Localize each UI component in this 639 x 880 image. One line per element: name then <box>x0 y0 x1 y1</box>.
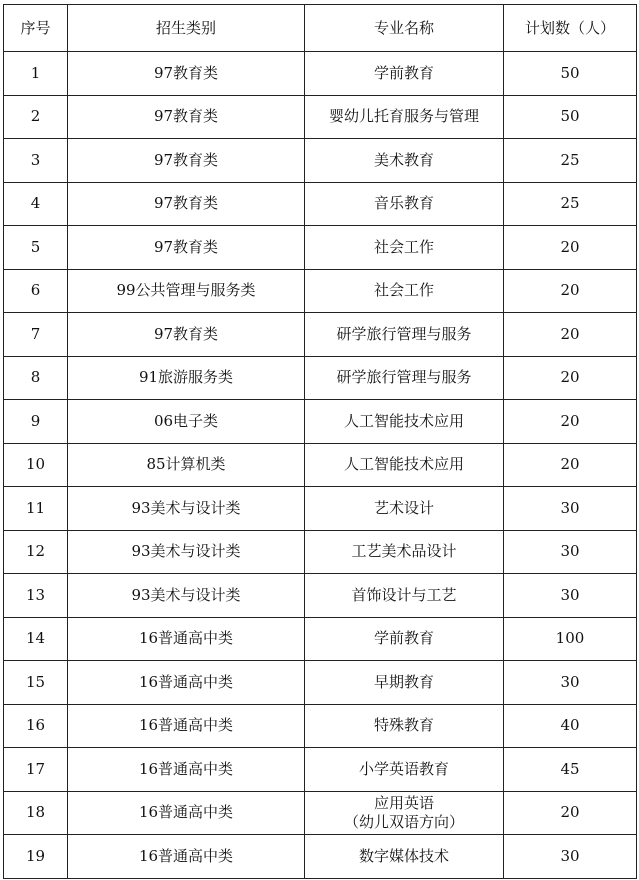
cell-enrollment-category: 16普通高中类 <box>68 748 305 792</box>
cell-serial-number: 10 <box>4 443 68 487</box>
cell-major-name: 音乐教育 <box>305 182 504 226</box>
cell-major-name: 数字媒体技术 <box>305 835 504 879</box>
table-row <box>4 269 637 313</box>
table-row <box>4 139 637 183</box>
cell-major-name: 人工智能技术应用 <box>305 443 504 487</box>
table-row <box>4 52 637 96</box>
table-row <box>4 791 637 835</box>
cell-serial-number: 5 <box>4 226 68 270</box>
cell-plan-count: 20 <box>504 443 637 487</box>
table-row <box>4 356 637 400</box>
cell-plan-count: 50 <box>504 52 637 96</box>
table-row <box>4 400 637 444</box>
cell-enrollment-category: 91旅游服务类 <box>68 356 305 400</box>
table-row <box>4 661 637 705</box>
cell-major-name: 艺术设计 <box>305 487 504 531</box>
header-enrollment-category: 招生类别 <box>68 5 305 52</box>
cell-enrollment-category: 93美术与设计类 <box>68 487 305 531</box>
cell-serial-number: 17 <box>4 748 68 792</box>
cell-major-name: 人工智能技术应用 <box>305 400 504 444</box>
header-serial-number: 序号 <box>4 5 68 52</box>
table-row <box>4 182 637 226</box>
cell-enrollment-category: 93美术与设计类 <box>68 574 305 618</box>
cell-serial-number: 11 <box>4 487 68 531</box>
cell-enrollment-category: 85计算机类 <box>68 443 305 487</box>
cell-major-name: 特殊教育 <box>305 704 504 748</box>
cell-serial-number: 7 <box>4 313 68 357</box>
cell-plan-count: 30 <box>504 574 637 618</box>
header-major-name: 专业名称 <box>305 5 504 52</box>
cell-serial-number: 1 <box>4 52 68 96</box>
table-row <box>4 313 637 357</box>
cell-serial-number: 19 <box>4 835 68 879</box>
cell-major-name: 研学旅行管理与服务 <box>305 356 504 400</box>
cell-plan-count: 20 <box>504 313 637 357</box>
cell-serial-number: 9 <box>4 400 68 444</box>
cell-serial-number: 8 <box>4 356 68 400</box>
cell-enrollment-category: 97教育类 <box>68 182 305 226</box>
cell-serial-number: 13 <box>4 574 68 618</box>
table-header <box>4 5 637 52</box>
cell-serial-number: 2 <box>4 95 68 139</box>
cell-plan-count: 20 <box>504 356 637 400</box>
cell-serial-number: 6 <box>4 269 68 313</box>
cell-serial-number: 4 <box>4 182 68 226</box>
cell-enrollment-category: 16普通高中类 <box>68 835 305 879</box>
cell-plan-count: 20 <box>504 226 637 270</box>
cell-enrollment-category: 97教育类 <box>68 313 305 357</box>
cell-enrollment-category: 06电子类 <box>68 400 305 444</box>
cell-major-name: 研学旅行管理与服务 <box>305 313 504 357</box>
cell-enrollment-category: 16普通高中类 <box>68 661 305 705</box>
cell-major-name: 学前教育 <box>305 52 504 96</box>
cell-enrollment-category: 16普通高中类 <box>68 791 305 835</box>
table-body <box>4 52 637 879</box>
table-row <box>4 748 637 792</box>
cell-major-name: 婴幼儿托育服务与管理 <box>305 95 504 139</box>
cell-plan-count: 30 <box>504 661 637 705</box>
cell-enrollment-category: 97教育类 <box>68 139 305 183</box>
cell-major-name: 工艺美术品设计 <box>305 530 504 574</box>
cell-major-name: 社会工作 <box>305 226 504 270</box>
table-row <box>4 530 637 574</box>
cell-enrollment-category: 16普通高中类 <box>68 704 305 748</box>
cell-major-name: 学前教育 <box>305 617 504 661</box>
cell-enrollment-category: 16普通高中类 <box>68 617 305 661</box>
table-row <box>4 487 637 531</box>
cell-serial-number: 3 <box>4 139 68 183</box>
enrollment-plan-table <box>3 4 637 879</box>
cell-serial-number: 16 <box>4 704 68 748</box>
cell-plan-count: 30 <box>504 835 637 879</box>
table-row <box>4 704 637 748</box>
cell-enrollment-category: 93美术与设计类 <box>68 530 305 574</box>
table-row <box>4 95 637 139</box>
cell-enrollment-category: 99公共管理与服务类 <box>68 269 305 313</box>
cell-enrollment-category: 97教育类 <box>68 52 305 96</box>
cell-major-name: 美术教育 <box>305 139 504 183</box>
header-row <box>4 5 637 52</box>
cell-plan-count: 25 <box>504 182 637 226</box>
table-row <box>4 835 637 879</box>
cell-serial-number: 18 <box>4 791 68 835</box>
cell-enrollment-category: 97教育类 <box>68 95 305 139</box>
cell-major-name: 首饰设计与工艺 <box>305 574 504 618</box>
cell-plan-count: 45 <box>504 748 637 792</box>
cell-plan-count: 20 <box>504 791 637 835</box>
table-row <box>4 574 637 618</box>
cell-major-name: 早期教育 <box>305 661 504 705</box>
cell-serial-number: 14 <box>4 617 68 661</box>
table-row <box>4 443 637 487</box>
cell-major-name: 应用英语 （幼儿双语方向） <box>305 791 504 835</box>
table-row <box>4 617 637 661</box>
cell-serial-number: 12 <box>4 530 68 574</box>
table-row <box>4 226 637 270</box>
cell-plan-count: 100 <box>504 617 637 661</box>
header-plan-count: 计划数（人） <box>504 5 637 52</box>
cell-major-name: 社会工作 <box>305 269 504 313</box>
cell-plan-count: 30 <box>504 487 637 531</box>
cell-plan-count: 20 <box>504 400 637 444</box>
cell-plan-count: 30 <box>504 530 637 574</box>
cell-major-name: 小学英语教育 <box>305 748 504 792</box>
cell-enrollment-category: 97教育类 <box>68 226 305 270</box>
cell-plan-count: 25 <box>504 139 637 183</box>
cell-plan-count: 20 <box>504 269 637 313</box>
cell-plan-count: 40 <box>504 704 637 748</box>
cell-plan-count: 50 <box>504 95 637 139</box>
cell-serial-number: 15 <box>4 661 68 705</box>
